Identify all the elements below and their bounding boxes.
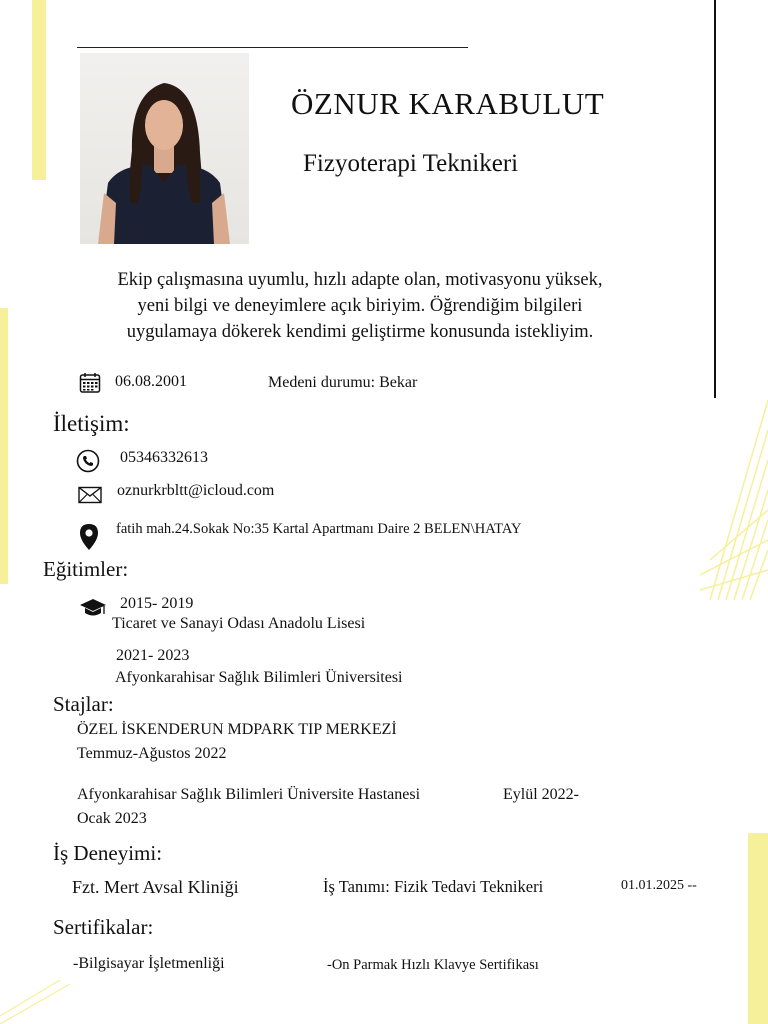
education-years: 2021- 2023	[116, 647, 190, 664]
graduation-cap-icon	[79, 597, 107, 619]
person-name: ÖZNUR KARABULUT	[291, 86, 605, 121]
internships-heading: Stajlar:	[53, 692, 114, 716]
email-address: oznurkrbltt@icloud.com	[117, 482, 275, 499]
mail-icon	[78, 486, 102, 504]
internship-period-end: Ocak 2023	[77, 810, 147, 827]
accent-bar-top-left	[32, 0, 46, 180]
summary-line: Ekip çalışmasına uyumlu, hızlı adapte olan, motivasyonu yüksek,	[117, 270, 603, 290]
job-title: Fizyoterapi Teknikeri	[303, 150, 519, 177]
top-rule	[77, 47, 468, 48]
summary	[40, 267, 680, 345]
profile-photo	[80, 53, 249, 244]
calendar-icon	[79, 372, 101, 394]
experience-date: 01.01.2025 --	[621, 878, 697, 893]
marital-status: Medeni durumu: Bekar	[268, 374, 418, 391]
phone-icon	[76, 449, 100, 473]
accent-bar-mid-left	[0, 308, 8, 584]
accent-bar-bottom-right	[748, 833, 768, 1024]
experience-role: İş Tanımı: Fizik Tedavi Teknikeri	[323, 877, 544, 896]
birth-date: 06.08.2001	[115, 373, 187, 390]
summary-line: yeni bilgi ve deneyimlere açık biriyim. Öğrendiğim bilgileri	[137, 296, 583, 316]
phone-number: 05346332613	[120, 449, 208, 466]
certificates-heading: Sertifikalar:	[53, 915, 154, 939]
address: fatih mah.24.Sokak No:35 Kartal Apartmanı Daire 2 BELEN\HATAY	[116, 521, 522, 537]
experience-heading: İş Deneyimi:	[53, 841, 163, 865]
decorative-lines-bottom	[0, 980, 80, 1024]
certificate-item: -Bilgisayar İşletmenliği	[73, 955, 225, 972]
internship-place: ÖZEL İSKENDERUN MDPARK TIP MERKEZİ	[77, 721, 397, 738]
experience-clinic: Fzt. Mert Avsal Kliniği	[72, 877, 239, 897]
internship-period-start: Eylül 2022-	[503, 786, 579, 803]
contact-heading: İletişim:	[53, 411, 130, 436]
education-heading: Eğitimler:	[43, 557, 129, 581]
internship-period: Temmuz-Ağustos 2022	[77, 745, 227, 762]
internship-place: Afyonkarahisar Sağlık Bilimleri Üniversite Hastanesi	[77, 786, 421, 803]
education-school: Ticaret ve Sanayi Odası Anadolu Lisesi	[112, 615, 366, 632]
location-pin-icon	[79, 523, 99, 551]
certificate-item: -On Parmak Hızlı Klavye Sertifikası	[327, 957, 539, 973]
decorative-lines	[700, 380, 768, 610]
education-years: 2015- 2019	[120, 595, 194, 612]
education-school: Afyonkarahisar Sağlık Bilimleri Üniversitesi	[115, 669, 403, 686]
right-rule	[714, 0, 716, 398]
summary-line: uygulamaya dökerek kendimi geliştirme konusunda istekliyim.	[126, 322, 594, 342]
